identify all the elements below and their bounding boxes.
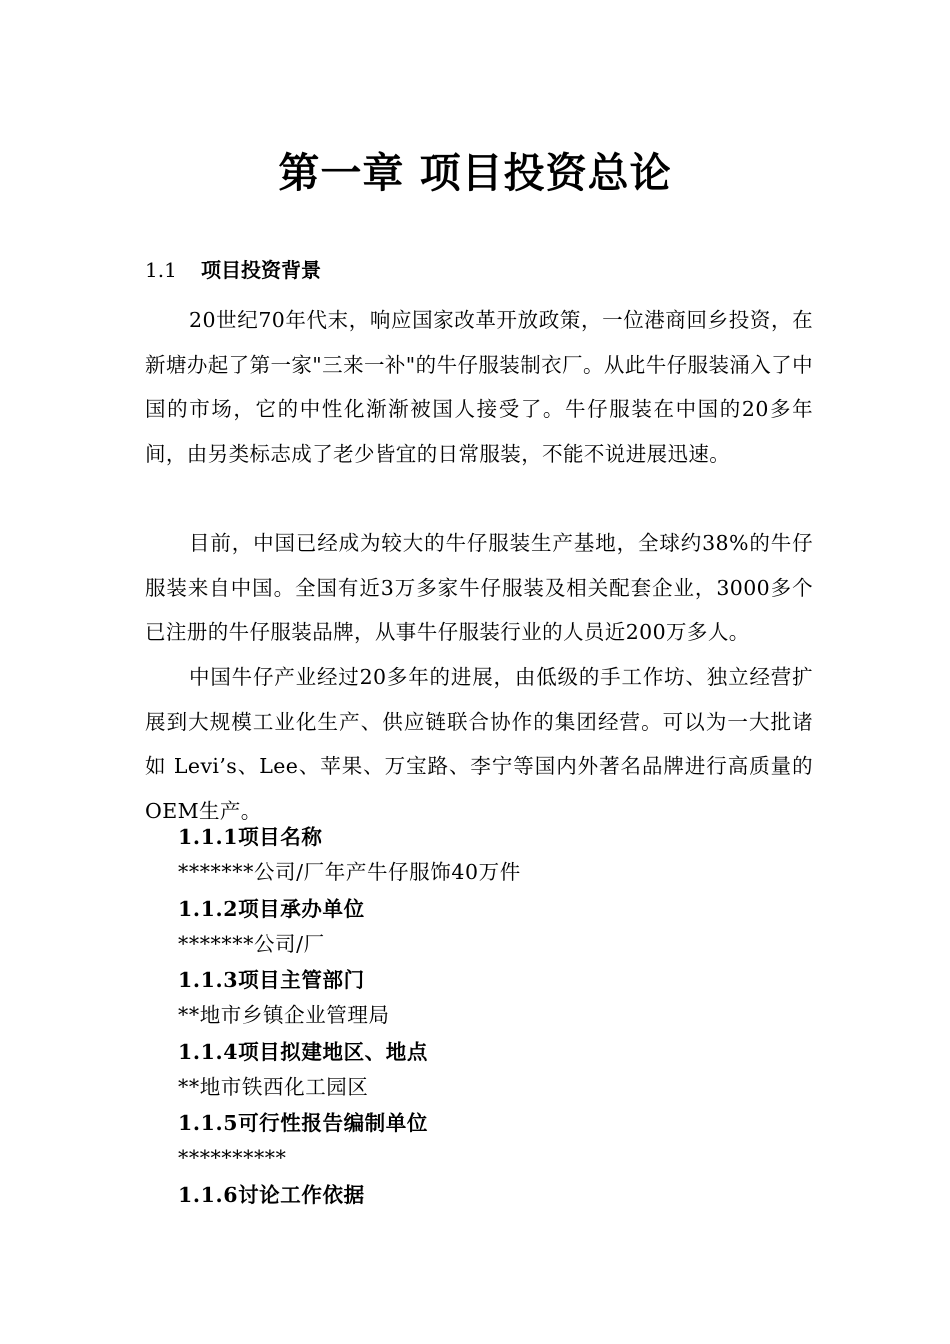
subsection-list bbox=[178, 819, 818, 1213]
subsection-title: 1.1.1项目名称 bbox=[178, 825, 323, 849]
subsection-title: 1.1.5可行性报告编制单位 bbox=[178, 1111, 428, 1135]
subsection-item bbox=[178, 819, 818, 891]
subsection-item bbox=[178, 1177, 818, 1213]
subsection-item bbox=[178, 1034, 818, 1106]
subsection-value: **地市铁西化工园区 bbox=[178, 1074, 369, 1099]
subsection-value: *******公司/厂年产牛仔服饰40万件 bbox=[178, 860, 521, 884]
subsection-item bbox=[178, 962, 818, 1034]
subsection-title: 1.1.3项目主管部门 bbox=[178, 968, 365, 992]
subsection-item bbox=[178, 891, 818, 963]
subsection-value: ********** bbox=[178, 1146, 287, 1170]
subsection-title: 1.1.4项目拟建地区、地点 bbox=[178, 1039, 428, 1064]
section-heading bbox=[145, 256, 321, 284]
chapter-title: 第一章 项目投资总论 bbox=[278, 149, 672, 197]
body-paragraph: 中国牛仔产业经过20多年的进展，由低级的手工作坊、独立经营扩展到大规模工业化生产、供应链联合协作的集团经营。可以为一大批诸如 Levi’s、Lee、苹果、万宝路、李宁等国内外著名品牌进行高质量的OEM生产。 bbox=[145, 665, 813, 824]
subsection-item bbox=[178, 1105, 818, 1177]
subsection-title: 1.1.6讨论工作依据 bbox=[178, 1182, 365, 1207]
body-paragraph: 目前，中国已经成为较大的牛仔服装生产基地，全球约38%的牛仔服装来自中国。全国有近3万多家牛仔服装及相关配套企业，3000多个已注册的牛仔服装品牌，从事牛仔服装行业的人员近200万多人。 bbox=[145, 531, 813, 645]
section-number: 1.1 bbox=[145, 258, 177, 282]
subsection-value: *******公司/厂 bbox=[178, 931, 325, 956]
section-title: 项目投资背景 bbox=[201, 258, 321, 282]
subsection-title: 1.1.2项目承办单位 bbox=[178, 896, 365, 921]
body-paragraph: 20世纪70年代末，响应国家改革开放政策，一位港商回乡投资，在新塘办起了第一家"三来一补"的牛仔服装制衣厂。从此牛仔服装涌入了中国的市场，它的中性化渐渐被国人接受了。牛仔服装在中国的20多年间，由另类标志成了老少皆宜的日常服装，不能不说进展迅速。 bbox=[145, 308, 813, 467]
subsection-value: **地市乡镇企业管理局 bbox=[178, 1003, 390, 1027]
